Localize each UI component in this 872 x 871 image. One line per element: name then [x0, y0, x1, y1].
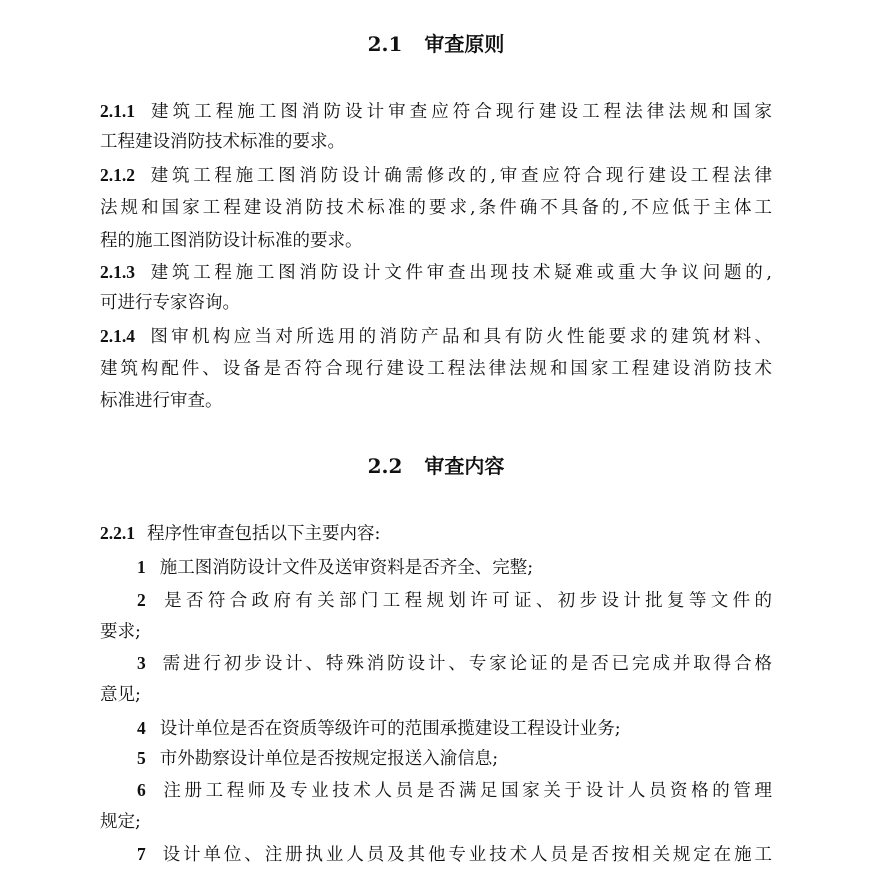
list-item-6-line-2 [100, 810, 141, 834]
item-number: 3 [137, 653, 146, 673]
item-text: 设计单位、注册执业人员及其他专业技术人员是否按相关规定在施工 [159, 845, 772, 865]
section-number: 2.1 [367, 32, 403, 56]
section-heading-2-1 [0, 31, 872, 57]
clause-2-1-2-line-1 [100, 163, 772, 188]
clause-text: 建筑工程施工图消防设计确需修改的,审查应符合现行建设工程法律 [147, 166, 772, 186]
item-text: 设计单位是否在资质等级许可的范围承揽建设工程设计业务; [159, 719, 621, 739]
clause-2-1-4-line-1 [100, 324, 772, 349]
item-text: 要求; [100, 622, 141, 642]
clause-2-1-1-line-2 [100, 130, 345, 154]
clause-2-1-2-line-2 [100, 196, 772, 220]
clause-number: 2.1.3 [100, 262, 135, 282]
list-item-6-line-1 [137, 778, 772, 803]
clause-text: 建筑工程施工图消防设计文件审查出现技术疑难或重大争议问题的, [147, 263, 772, 283]
clause-text: 建筑工程施工图消防设计审查应符合现行建设工程法律法规和国家 [147, 102, 772, 122]
section-title: 审查原则 [424, 32, 505, 56]
list-item-2-line-2 [100, 620, 141, 644]
item-text: 市外勘察设计单位是否按规定报送入渝信息; [159, 749, 499, 769]
clause-text: 程的施工图消防设计标准的要求。 [100, 231, 363, 251]
clause-text: 建筑构配件、设备是否符合现行建设工程法律法规和国家工程建设消防技术 [100, 359, 772, 379]
clause-text: 图审机构应当对所选用的消防产品和具有防火性能要求的建筑材料、 [147, 327, 772, 347]
clause-2-1-1-line-1 [100, 99, 772, 124]
item-number: 1 [137, 557, 146, 577]
clause-2-1-4-line-3 [100, 389, 223, 413]
section-heading-2-2 [0, 453, 872, 479]
clause-2-1-4-line-2 [100, 357, 772, 381]
clause-text: 程序性审查包括以下主要内容: [147, 524, 381, 544]
clause-text: 法规和国家工程建设消防技术标准的要求,条件确不具备的,不应低于主体工 [100, 198, 772, 218]
clause-number: 2.1.4 [100, 326, 135, 346]
item-text: 意见; [100, 685, 141, 705]
section-title: 审查内容 [424, 454, 505, 478]
item-text: 是否符合政府有关部门工程规划许可证、初步设计批复等文件的 [159, 591, 772, 611]
item-text: 需进行初步设计、特殊消防设计、专家论证的是否已完成并取得合格 [159, 654, 772, 674]
list-item-2-line-1 [137, 588, 772, 613]
list-item-1 [137, 555, 772, 580]
clause-text: 标准进行审查。 [100, 391, 223, 411]
clause-2-1-3-line-2 [100, 291, 240, 315]
item-number: 4 [137, 718, 146, 738]
list-item-4 [137, 716, 772, 741]
item-text: 注册工程师及专业技术人员是否满足国家关于设计人员资格的管理 [159, 781, 772, 801]
clause-text: 可进行专家咨询。 [100, 293, 240, 313]
item-text: 施工图消防设计文件及送审资料是否齐全、完整; [159, 558, 534, 578]
item-number: 2 [137, 590, 146, 610]
item-text: 规定; [100, 812, 141, 832]
list-item-7-line-1 [137, 842, 772, 867]
clause-text: 工程建设消防技术标准的要求。 [100, 132, 345, 152]
clause-number: 2.1.2 [100, 165, 135, 185]
clause-number: 2.1.1 [100, 101, 135, 121]
item-number: 7 [137, 844, 146, 864]
list-item-3-line-2 [100, 683, 141, 707]
clause-number: 2.2.1 [100, 523, 135, 543]
section-number: 2.2 [367, 454, 403, 478]
item-number: 5 [137, 748, 146, 768]
clause-2-1-3-line-1 [100, 260, 772, 285]
list-item-3-line-1 [137, 651, 772, 676]
clause-2-2-1-intro [100, 521, 380, 546]
item-number: 6 [137, 780, 146, 800]
list-item-5 [137, 746, 772, 771]
clause-2-1-2-line-3 [100, 229, 363, 253]
